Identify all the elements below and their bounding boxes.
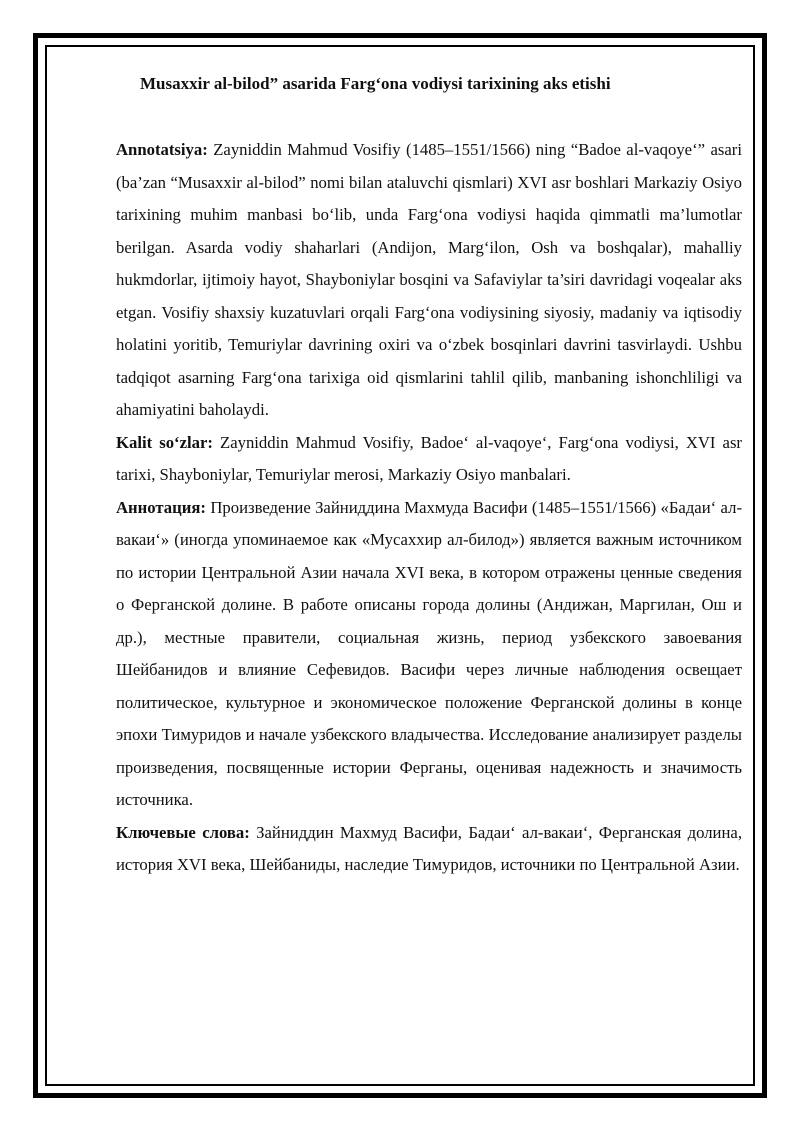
keywords-uz-text: Zayniddin Mahmud Vosifiy, Badoe‘ al-vaqoye‘, Farg‘ona vodiysi, XVI asr tarixi, Shayboniylar, Temuriylar merosi, Markaziy Osiyo manbalari.: [116, 432, 742, 484]
annotation-ru-label: Аннотация:: [116, 497, 206, 517]
annotation-uz-text: Zayniddin Mahmud Vosifiy (1485–1551/1566) ning “Badoe al-vaqoye‘” asari (ba’zan “Musaxxir al-bilod” nomi bilan ataluvchi qismlari) XVI asr boshlari Markaziy Osiyo tarixining muhim manbasi bo‘lib, unda Farg‘ona vodiysi haqida qimmatli ma’lumotlar berilgan. Asarda vodiy shaharlari (Andijon, Marg‘ilon, Osh va boshqalar), mahalliy hukmdorlar, ijtimoiy hayot, Shayboniylar bosqini va Safaviylar ta’siri davridagi voqealar aks etgan. Vosifiy shaxsiy kuzatuvlari orqali Farg‘ona vodiysining siyosiy, madaniy va iqtisodiy holatini yoritib, Temuriylar davrining oxiri va o‘zbek bosqinlari davrini tasvirlaydi. Ushbu tadqiqot asarning Farg‘ona tarixiga oid qismlarini tahlil qilib, manbaning ishonchliligi va ahamiyatini baholaydi.: [116, 140, 742, 419]
annotation-ru-text: Произведение Зайниддина Махмуда Васифи (1485–1551/1566) «Бадаи‘ ал-вакаи‘» (иногда упоминаемое как «Мусаххир ал-билод») является важным источником по истории Центральной Азии начала XVI века, в котором отражены ценные сведения о Ферганской долине. В работе описаны города долины (Андижан, Маргилан, Ош и др.), местные правители, социальная жизнь, период узбекского завоевания Шейбанидов и влияние Сефевидов. Васифи через личные наблюдения освещает политическое, культурное и экономическое положение Ферганской долины в конце эпохи Тимуридов и начале узбекского владычества. Исследование анализирует разделы произведения, посвященные истории Ферганы, оценивая надежность и значимость источника.: [116, 497, 742, 809]
document-title: Musaxxir al-bilod” asarida Farg‘ona vodiysi tarixining aks etishi: [140, 74, 611, 93]
keywords-uz-label: Kalit so‘zlar:: [116, 432, 213, 452]
annotation-uz-label: Annotatsiya:: [116, 140, 208, 159]
keywords-ru-label: Ключевые слова:: [116, 822, 250, 842]
annotation-uz: [116, 134, 742, 427]
keywords-uz: [116, 427, 742, 492]
annotation-ru: [116, 492, 742, 817]
document-body: [116, 72, 742, 882]
keywords-ru: [116, 817, 742, 882]
keywords-ru-text: Зайниддин Махмуд Васифи, Бадаи‘ ал-вакаи‘, Ферганская долина, история XVI века, Шейбаниды, наследие Тимуридов, источники по Центральной Азии.: [116, 822, 742, 874]
